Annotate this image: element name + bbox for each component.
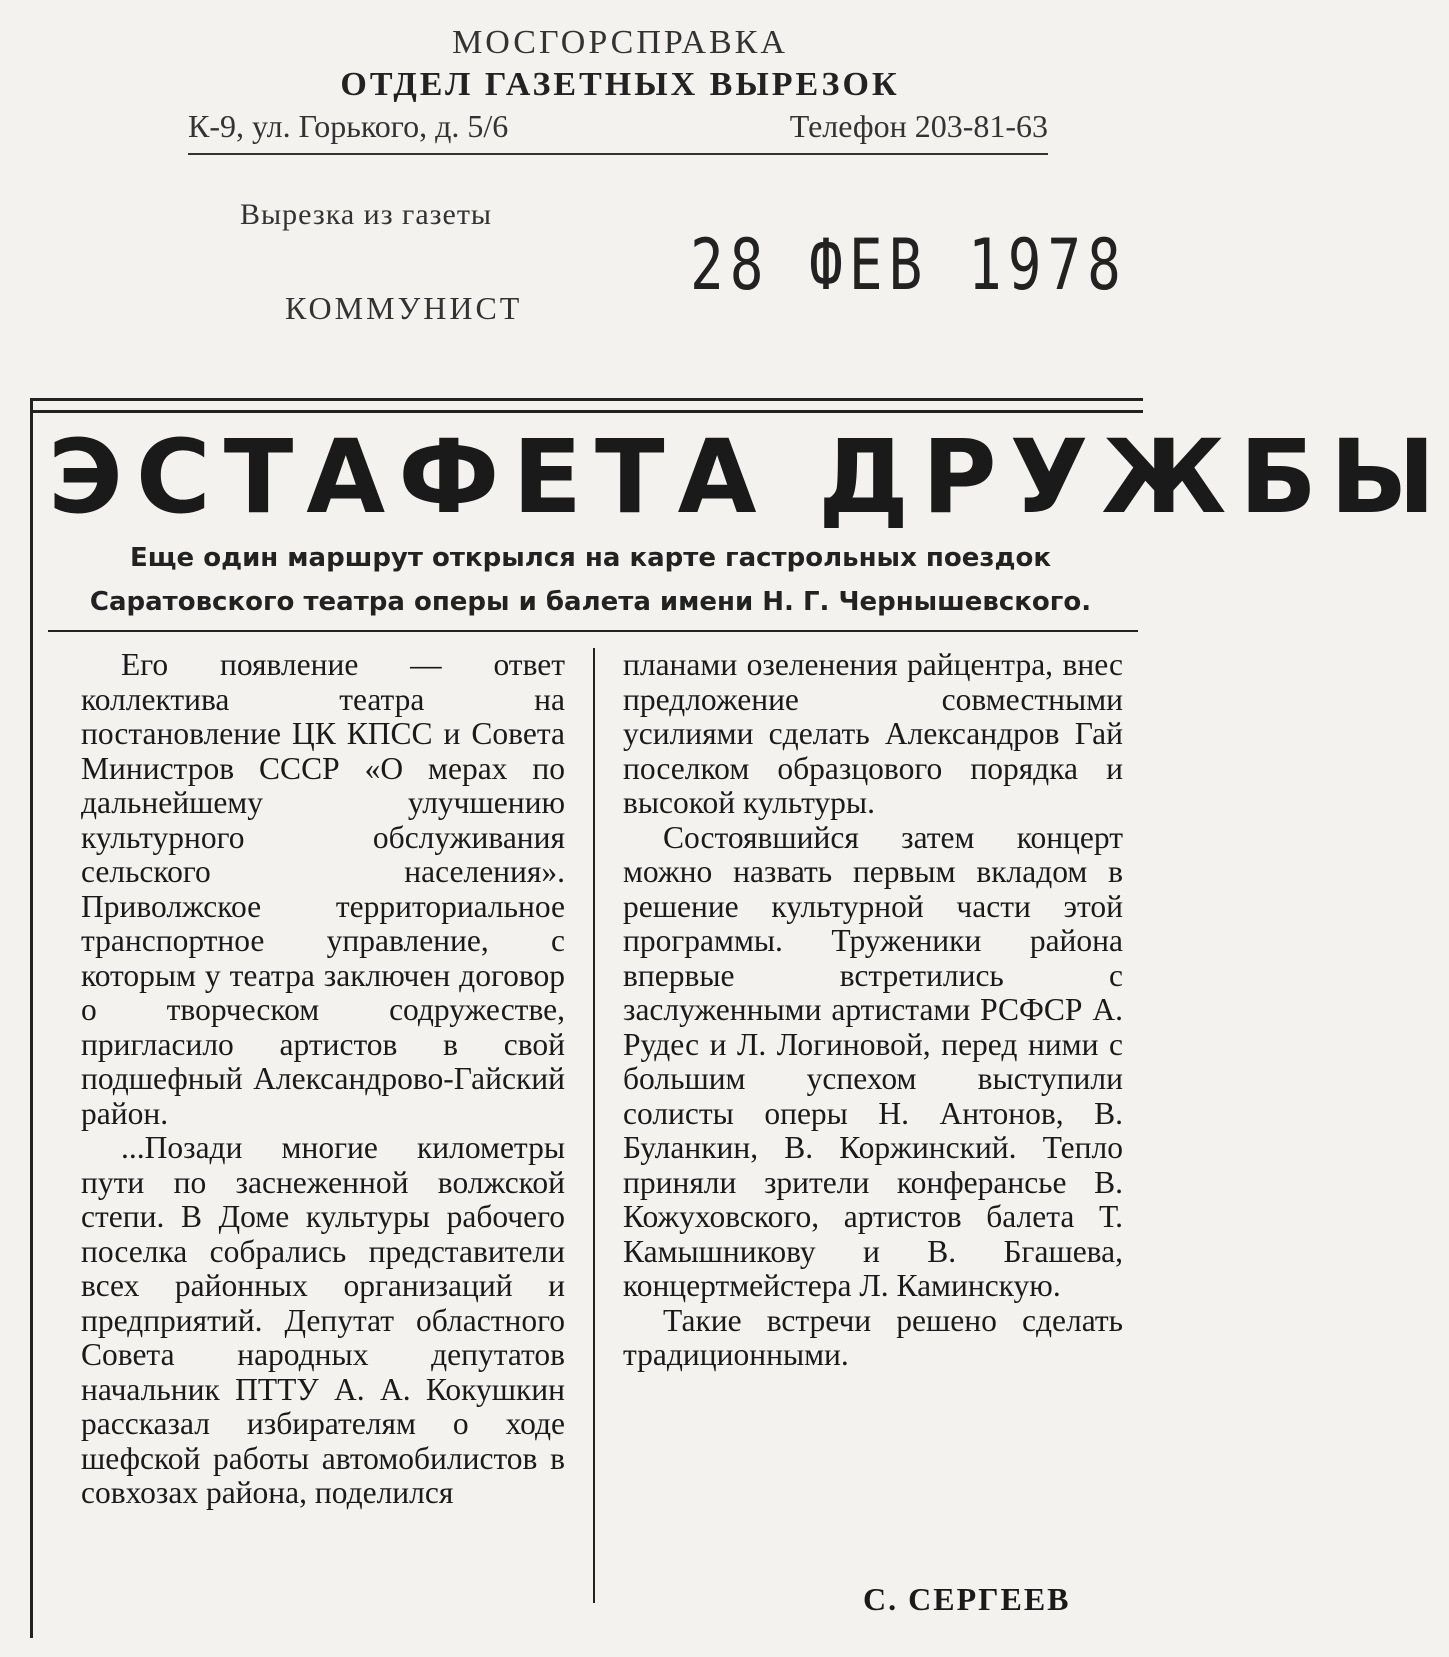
subheading-rule (48, 630, 1138, 632)
article-left-column (81, 648, 565, 1511)
article-headline: ЭСТАФЕТА ДРУЖБЫ (48, 418, 1449, 537)
newspaper-name: КОММУНИСТ (285, 290, 523, 326)
article-subheading: Еще один маршрут открылся на карте гастрольных поездок Саратовского театра оперы и балета имени Н. Г. Чернышевского. (89, 543, 1092, 617)
paragraph: ...Позади многие километры пути по заснеженной волжской степи. В Доме культуры рабочего поселка собрались представители всех районных организаций и предприятий. Депутат областного Совета народных депутатов начальник ПТТУ А. А. Кокушкин рассказал избирателям о ходе шефской работы автомобилистов в совхозах района, поделился (81, 1130, 565, 1510)
column-divider (593, 648, 595, 1603)
agency-department: ОТДЕЛ ГАЗЕТНЫХ ВЫРЕЗОК (340, 66, 900, 103)
article-clipping (30, 398, 1449, 1638)
paragraph: планами озеленения райцентра, внес предложение совместными усилиями сделать Александров Гай поселком образцового порядка и высокой культуры. (623, 647, 1123, 820)
paragraph: Такие встречи решено сделать традиционными. (623, 1302, 1123, 1372)
paragraph: Его появление — ответ коллектива театра на постановление ЦК КПСС и Совета Министров СССР «О мерах по дальнейшему улучшению культурного обслуживания сельского населения». Приволжское территориальное транспортное управление, с которым у театра заключен договор о творческом содружестве, пригласило артистов в свой подшефный Александрово-Гайский район. (81, 647, 565, 1131)
agency-address: К-9, ул. Горького, д. 5/6 (188, 108, 509, 144)
agency-name: МОСГОРСПРАВКА (452, 24, 788, 61)
paragraph: Состоявшийся затем концерт можно назвать первым вкладом в решение культурной части этой программы. Труженики района впервые встретились с заслуженными артистами РСФСР А. Рудес и Л. Логиновой, перед ними с большим успехом выступили солисты оперы Н. Антонов, В. Буланкин, В. Коржинский. Тепло приняли зрители конферансье В. Кожуховского, артистов балета Т. Камышникову и В. Бгашева, концертмейстера Л. Каминскую. (623, 819, 1123, 1303)
article-byline: С. СЕРГЕЕВ (863, 1581, 1071, 1617)
date-stamp: 28 ФЕВ 1978 (690, 225, 1127, 307)
agency-phone: Телефон 203-81-63 (789, 108, 1048, 144)
agency-header (190, 22, 1050, 106)
article-right-column (623, 648, 1123, 1373)
agency-contact-line (188, 108, 1048, 155)
top-double-rule (33, 398, 1143, 413)
clipping-label: Вырезка из газеты (240, 198, 493, 231)
